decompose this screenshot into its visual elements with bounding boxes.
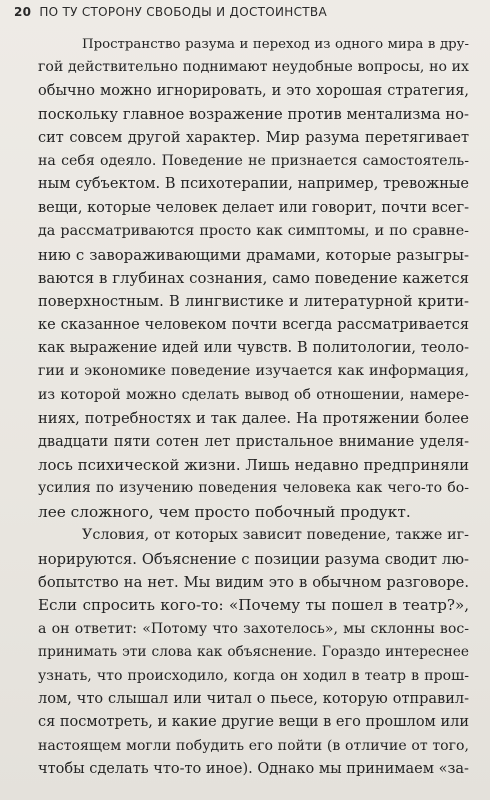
text-line: нию с завораживающими драмами, которые разыгры- bbox=[38, 245, 469, 264]
text-line: ся посмотреть, и какие другие вещи в его прошлом или bbox=[38, 714, 469, 731]
paragraph bbox=[38, 524, 469, 781]
text-line: лом, что слышал или читал о пьесе, которую отправил- bbox=[38, 690, 469, 707]
page-number: 20 bbox=[14, 5, 32, 19]
text-line: вещи, которые человек делает или говорит, почти всег- bbox=[38, 199, 469, 216]
text-line: как выражение идей или чувств. В политологии, теоло- bbox=[38, 340, 469, 357]
text-line: а он ответит: «Потому что захотелось», мы склонны вос- bbox=[38, 620, 469, 637]
text-line: на себя одеяло. Поведение не признается самостоятель- bbox=[38, 152, 469, 169]
text-line: поскольку главное возражение против ментализма но- bbox=[38, 106, 469, 124]
text-line: бопытство на нет. Мы видим это в обычном разговоре. bbox=[38, 573, 469, 591]
running-head bbox=[14, 3, 474, 21]
text-line: обычно можно игнорировать, и это хорошая стратегия, bbox=[38, 82, 469, 99]
paragraph bbox=[38, 33, 469, 524]
text-line: лось психической жизни. Лишь недавно предприняли bbox=[38, 456, 469, 475]
text-line: ке сказанное человеком почти всегда рассматривается bbox=[38, 316, 469, 333]
text-line: Условия, от которых зависит поведение, также иг- bbox=[82, 527, 469, 544]
text-line: принимать эти слова как объяснение. Гораздо интереснее bbox=[38, 644, 469, 661]
text-line: из которой можно сделать вывод об отношении, намере- bbox=[38, 386, 469, 403]
text-line: ваются в глубинах сознания, само поведение кажется bbox=[38, 268, 469, 287]
text-line: да рассматриваются просто как симптомы, и по сравне- bbox=[38, 223, 469, 240]
text-line: сит совсем другой характер. Мир разума перетягивает bbox=[38, 129, 469, 146]
text-line: ным субъектом. В психотерапии, например, тревожные bbox=[38, 176, 469, 193]
book-title: ПО ТУ СТОРОНУ СВОБОДЫ И ДОСТОИНСТВА bbox=[39, 5, 327, 19]
text-line: усилия по изучению поведения человека как чего-то бо- bbox=[38, 480, 469, 497]
text-line: норируются. Объяснение с позиции разума сводит лю- bbox=[38, 550, 469, 568]
text-line: гой действительно поднимают неудобные вопросы, но их bbox=[38, 59, 469, 76]
text-line: поверхностным. В лингвистике и литературной крити- bbox=[38, 293, 469, 311]
text-line: чтобы сделать что-то иное). Однако мы принимаем «за- bbox=[38, 761, 469, 778]
text-line: узнать, что происходило, когда он ходил в театр в прош- bbox=[38, 667, 469, 684]
text-line: лее сложного, чем просто побочный продукт. bbox=[38, 502, 411, 521]
text-line: гии и экономике поведение изучается как информация, bbox=[38, 363, 469, 380]
text-line: ниях, потребностях и так далее. На протяжении более bbox=[38, 410, 469, 428]
text-line: Пространство разума и переход из одного мира в дру- bbox=[82, 37, 469, 52]
text-line: настоящем могли побудить его пойти (в отличие от того, bbox=[38, 737, 469, 754]
text-line: двадцати пяти сотен лет пристальное внимание уделя- bbox=[38, 433, 469, 450]
text-line: Если спросить кого-то: «Почему ты пошел в театр?», bbox=[38, 596, 469, 615]
body-text bbox=[38, 33, 469, 782]
